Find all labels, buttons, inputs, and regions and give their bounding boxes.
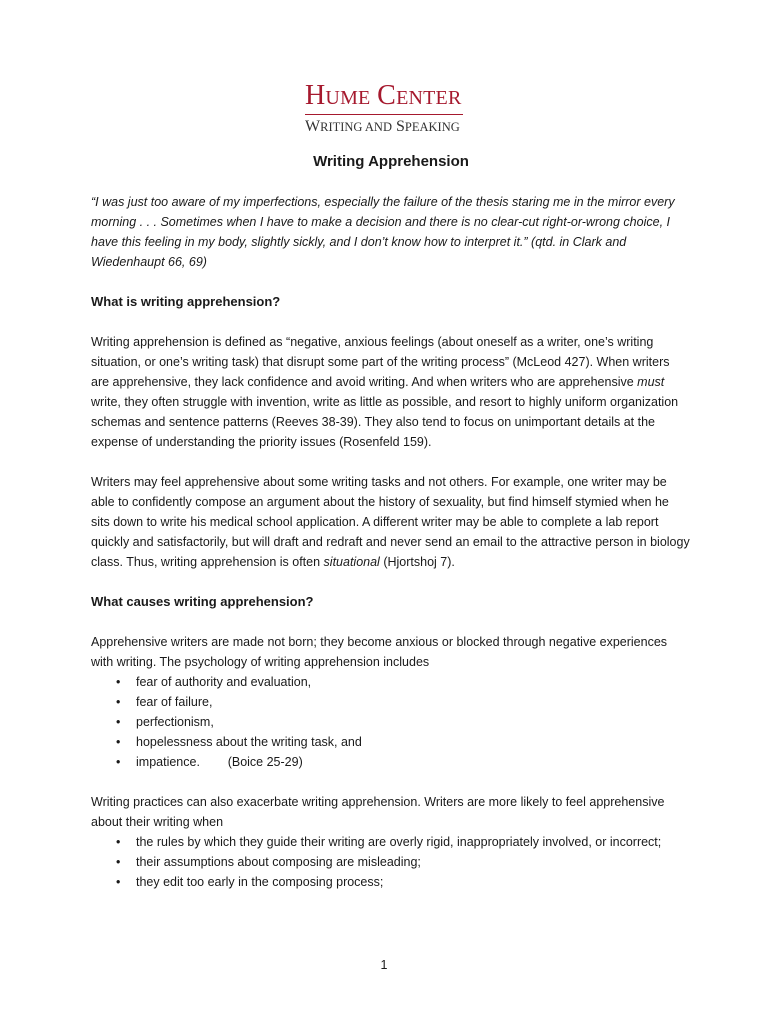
text-run: write, they often struggle with invention, write as little as possible, and resort to highly uniform organization schemas and sentence patterns (Reeves 38-39). They also tend to focus on unimportant details at the expense of understanding the priority issues (Rosenfeld 159). (91, 395, 679, 449)
logo-main-text: HUME CENTER (305, 80, 462, 111)
causes-paragraph: Apprehensive writers are made not born; they become anxious or blocked through negative experiences with writing. The psychology of writing apprehension includes (91, 635, 668, 669)
list-item: • fear of failure, (91, 692, 691, 712)
text-run: Writing apprehension is defined as “negative, anxious feelings (about oneself as a writer, one’s writing situation, or one’s writing task) that disrupt some part of the writing process” (McLeod 427). When writers are apprehensive, they lack confidence and avoid writing. And when writers who are apprehensive (91, 335, 670, 389)
list-item: • impatience. (Boice 25-29) (91, 752, 691, 772)
section-heading-what-causes: What causes writing apprehension? (91, 594, 314, 609)
situational-paragraph (91, 472, 691, 572)
page-title: Writing Apprehension (313, 153, 469, 170)
epigraph-quote (91, 192, 691, 272)
list-item: • they edit too early in the composing process; (91, 872, 691, 892)
section-heading-what-is: What is writing apprehension? (91, 294, 281, 309)
practices-list (91, 832, 691, 892)
quote-text: “I was just too aware of my imperfections, especially the failure of the thesis staring me in the mirror every morning . . . Sometimes when I have to make a decision and there is no clear-cut right-or-wrong choice, I have this feeling in my body, slightly sickly, and I don’t know how to interpret it.” (91, 195, 675, 249)
hume-center-logo (305, 82, 465, 136)
list-item: • fear of authority and evaluation, (91, 672, 691, 692)
emphasis-text: situational (323, 555, 380, 569)
quote-citation: (qtd. in Clark and Wiedenhaupt 66, 69) (91, 235, 627, 269)
page-number: 1 (380, 958, 388, 972)
list-item: • perfectionism, (91, 712, 691, 732)
definition-paragraph (91, 332, 691, 452)
list-item: • hopelessness about the writing task, and (91, 732, 691, 752)
list-item: • the rules by which they guide their writing are overly rigid, inappropriately involved, or incorrect; (91, 832, 691, 852)
logo-sub-text: WRITING AND SPEAKING (305, 118, 460, 135)
practices-paragraph: Writing practices can also exacerbate writing apprehension. Writers are more likely to feel apprehensive about their writing when (91, 795, 665, 829)
document-body (91, 152, 691, 892)
list-item: • their assumptions about composing are misleading; (91, 852, 691, 872)
logo-divider (305, 114, 463, 115)
text-run: (Hjortshoj 7). (379, 555, 455, 569)
text-run: Writers may feel apprehensive about some writing tasks and not others. For example, one writer may be able to confidently compose an argument about the history of sexuality, but find himself stymied when he sits down to write his medical school application. A different writer may be able to complete a lab report quickly and satisfactorily, but will draft and redraft and never send an email to the attractive person in biology class. Thus, writing apprehension is often (91, 475, 690, 569)
emphasis-text: must (637, 375, 665, 389)
psychology-list (91, 672, 691, 772)
